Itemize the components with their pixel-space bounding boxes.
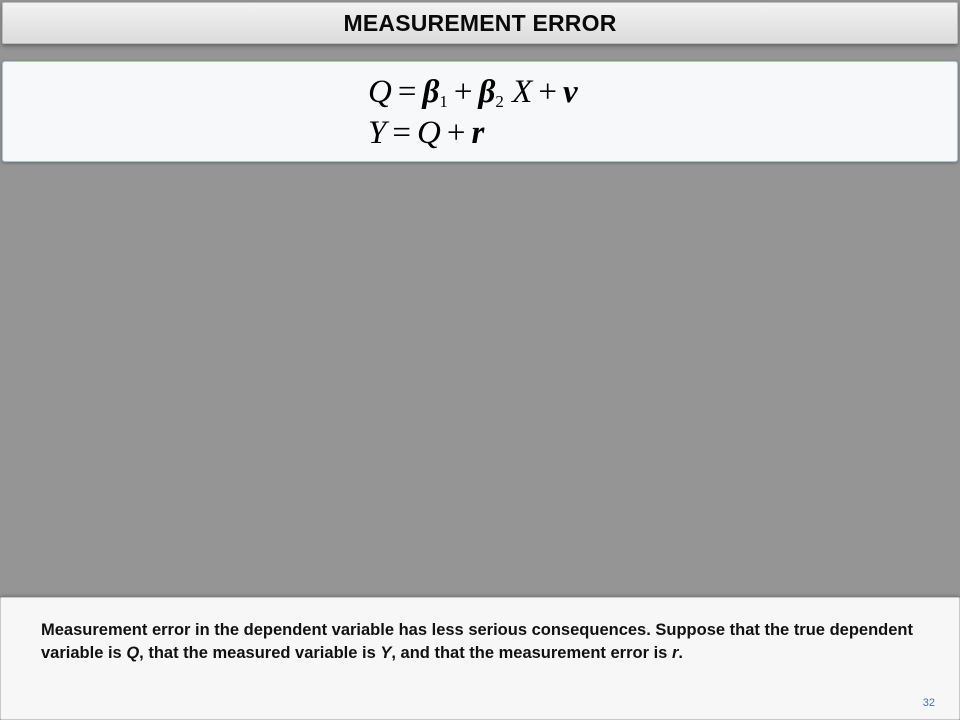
equation-symbol: β (478, 74, 496, 110)
title-bar (2, 2, 958, 44)
page-number: 32 (922, 697, 935, 709)
narration-segment: , and that the measurement error is (391, 644, 672, 662)
slide-title: MEASUREMENT ERROR (343, 9, 617, 36)
equation-symbol: Q (368, 74, 392, 110)
equation-box (2, 61, 958, 162)
equation-y (368, 117, 484, 150)
narration-segment: . (678, 644, 683, 662)
equation-symbol: Q (416, 115, 441, 151)
equation-symbol: + (446, 115, 466, 151)
equation-symbol: X (512, 74, 533, 110)
equation-symbol: β (422, 74, 440, 110)
equation-symbol: + (453, 74, 473, 110)
narration-segment: Measurement error in the dependent variable has less serious consequences. Suppose that the true dependent variable is (41, 621, 913, 662)
narration-variable: Y (380, 644, 392, 662)
equation-q (368, 76, 578, 109)
equation-symbol: = (397, 74, 417, 110)
equation-symbol: v (562, 74, 578, 110)
narration-box (0, 597, 960, 720)
narration-variable: Q (126, 644, 140, 662)
equation-subscript: 2 (495, 92, 504, 111)
narration-text (41, 619, 921, 665)
equation-symbol: Y (368, 115, 387, 151)
narration-variable: r (671, 644, 679, 662)
equation-symbol: = (392, 115, 411, 151)
narration-segment: , that the measured variable is (139, 644, 381, 662)
equation-symbol: r (471, 115, 485, 151)
equation-symbol: + (538, 74, 557, 110)
equation-subscript: 1 (439, 92, 448, 111)
